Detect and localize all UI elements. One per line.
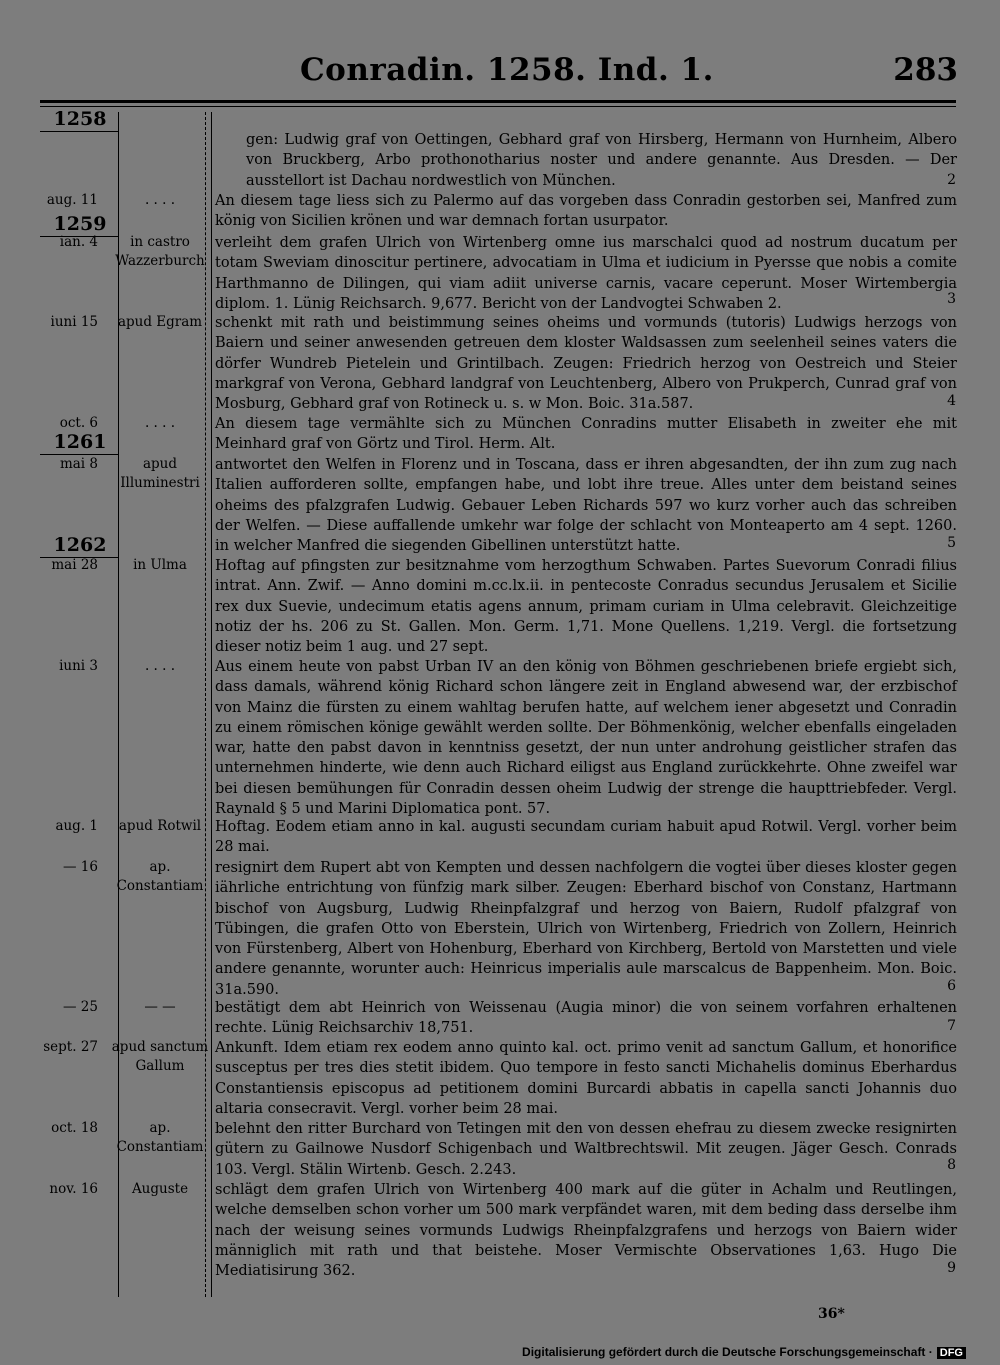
entry-number: 2	[947, 172, 956, 188]
entry-number: 4	[947, 393, 956, 409]
funding-footer	[522, 1345, 966, 1359]
entry-place: . . . .	[144, 415, 176, 431]
entry-number: 6	[947, 978, 956, 994]
page-title: Conradin. 1258. Ind. 1.	[300, 52, 714, 88]
entry-text: schlägt dem grafen Ulrich von Wirtenberg 400 mark auf die güter in Achalm und Reutlingen, welche demselben schon vorher um 500 mark verpfändet waren, mit dem beding dass derselbe ihm nach der weisung seines vormunds Ludwigs Rheinpfalzgrafens und herzogs von Baiern wider männiglich mit rath und that beistehe. Moser Vermischte Observationes 1,63. Hugo Die Mediatisirung 362.	[215, 1182, 957, 1280]
entry-place: in Ulma	[133, 557, 187, 573]
entry-number: 7	[947, 1018, 956, 1034]
entry-place: Auguste	[131, 1181, 189, 1197]
entry-text: Hoftag. Eodem etiam anno in kal. augusti secundam curiam habuit apud Rotwil. Vergl. vorher beim 28 mai.	[215, 819, 957, 856]
entry-number: 5	[947, 535, 956, 551]
entry-date: nov. 16	[49, 1181, 98, 1197]
header-rule	[40, 100, 956, 103]
entry-text: An diesem tage vermählte sich zu München Conradins mutter Elisabeth in zweiter ehe mit Meinhard graf von Görtz und Tirol. Herm. Alt.	[215, 416, 957, 453]
entry-date: aug. 11	[46, 192, 98, 208]
entry-date: iuni 15	[50, 314, 98, 330]
entry-place: ap. Constantiam	[116, 859, 204, 894]
entry-text: Ankunft. Idem etiam rex eodem anno quinto kal. oct. primo venit ad sanctum Gallum, et honorifice susceptus per tres dies stetit ibidem. Quo tempore in festo sancti Michahelis dominus Eberhardus Constantiensis episcopus ad petitionem domini Burcardi abbatis in capella sancti Johannis duo altaria consecravit. Vergl. vorher beim 28 mai.	[215, 1040, 957, 1117]
entry-date: — 25	[63, 999, 98, 1015]
entry-date: ian. 4	[59, 234, 98, 250]
entry-text: schenkt mit rath und beistimmung seines oheims und vormunds (tutoris) Ludwigs herzogs von Baiern und seiner anwesenden getreuen dem kloster Waldsassen zum seelenheil seines vaters die dörfer Wundreb Pietelein und Grintilbach. Zeugen: Friedrich herzog von Oestreich und Steier markgraf von Verona, Gebhard landgraf von Leuchtenberg, Albero von Prukperch, Cunrad graf von Mosburg, Gebhard graf von Rotineck u. s. w Mon. Boic. 31a.587.	[215, 315, 957, 413]
entry-text: belehnt den ritter Burchard von Tetingen mit den von dessen ehefrau zu diesem zwecke resignirten gütern zu Gailnowe Nusdorf Schigenbach und Waltbrechtswil. Mit zeugen. Jäger Gesch. Conrads 103. Vergl. Stälin Wirtenb. Gesch. 2.243.	[215, 1121, 957, 1178]
entry-place: in castro Wazzerburch	[115, 234, 205, 269]
entry-place: — —	[144, 999, 176, 1015]
entry-place: apud Egram	[117, 314, 203, 330]
entry-place: . . . .	[144, 192, 176, 208]
year-marker: 1258	[53, 108, 107, 130]
entry-date: iuni 3	[59, 658, 98, 674]
entry-place: apud Illuminestri	[120, 456, 200, 491]
entry-date: mai 28	[51, 557, 98, 573]
entry-text: Aus einem heute von pabst Urban IV an den könig von Böhmen geschriebenen briefe ergiebt sich, dass damals, während könig Richard schon längere zeit in England abwesend war, der erzbischof von Mainz die fürsten zu einem wahltag berufen hatte, auf welchem iener abgesetzt und Conradin zu einem römischen könige gewählt werden sollte. Der Böhmenkönig, welcher ebenfalls eingeladen war, hatte den pabst davon in kenntniss gesetzt, der nun unter androhung geistlicher strafen das unternehmen hinderte, wie denn auch Richard eiligst aus England zurückkehrte. Ohne zweifel war bei diesen bemühungen für Conradin dessen oheim Ludwig der strenge die haupttriebfeder. Vergl. Raynald § 5 und Marini Diplomatica pont. 57.	[215, 659, 957, 818]
year-underline	[40, 131, 118, 132]
entry-place: apud sanctum Gallum	[111, 1039, 209, 1074]
entry-place: . . . .	[144, 658, 176, 674]
entry-place: ap. Constantiam	[116, 1120, 204, 1155]
entry-date: mai 8	[59, 456, 98, 472]
entry-text: bestätigt dem abt Heinrich von Weissenau (Augia minor) die von seinem vorfahren erhaltenen rechte. Lünig Reichsarchiv 18,751.	[215, 1000, 957, 1037]
entry-number: 3	[947, 291, 956, 307]
entry-text: resignirt dem Rupert abt von Kempten und dessen nachfolgern die vogtei über dieses kloster gegen iährliche entrichtung von fünfzig mark silber. Zeugen: Eberhard bischof von Constanz, Hartmann bischof von Augsburg, Ludwig Rheinpfalzgraf und herzog von Baiern, Rudolf pfalzgraf von Tübingen, die grafen Otto von Eberstein, Ulrich von Wirtenberg, Friedrich von Zollern, Heinrich von Fürstenberg, Albert von Hohenburg, Eberhard von Kirchberg, Bertold von Marstetten und viele andere genannte, worunter auch: Heinricus imperialis aule marscalcus de Bappenheim. Mon. Boic. 31a.590.	[215, 860, 957, 998]
year-marker: 1259	[53, 213, 107, 235]
entry-date: aug. 1	[55, 818, 98, 834]
entry-text: verleiht dem grafen Ulrich von Wirtenberg omne ius marschalci quod ad nostrum ducatum per totam Sweviam dinoscitur pertinere, advocatiam in Ulma et iudicium in Pyersse que nobis a comite Harthmanno de Dilingen, qui viam adiit universe carnis, vacare ceperunt. Moser Wirtembergia diplom. 1. Lünig Reichsarch. 9,677. Bericht von der Landvogtei Schwaben 2.	[215, 235, 957, 312]
footer-text: Digitalisierung gefördert durch die Deutsche Forschungsgemeinschaft ·	[522, 1345, 933, 1359]
entry-date: sept. 27	[43, 1039, 98, 1055]
column-divider-place	[211, 112, 212, 1297]
entry-text: antwortet den Welfen in Florenz und in Toscana, dass er ihren abgesandten, der ihn zum zug nach Italien aufforderen sollte, empfangen habe, und lobt ihre treue. Alles unter dem beistand seines oheims des pfalzgrafen Ludwig. Gebauer Leben Richards 597 wo kurz vorher auch das schreiben der Welfen. — Diese auffallende umkehr war folge der schlacht von Monteaperto am 4 sept. 1260. in welcher Manfred die siegenden Gibellinen unterstützt hatte.	[215, 457, 957, 555]
year-marker: 1262	[53, 534, 107, 556]
entry-place: apud Rotwil	[118, 818, 202, 834]
signature-mark: 36*	[818, 1306, 845, 1322]
entry-date: oct. 6	[59, 415, 98, 431]
entry-text: Hoftag auf pfingsten zur besitznahme vom herzogthum Schwaben. Partes Suevorum Conradi filius intrat. Ann. Zwif. — Anno domini m.cc.lx.ii. in pentecoste Conradus secundus Jerusalem et Sicilie rex dux Suevie, undecimum etatis agens annum, primam curiam in Ulma celebravit. Gleichzeitige notiz der hs. 206 zu St. Gallen. Mon. Germ. 1,71. Mone Quellens. 1,219. Vergl. die fortsetzung dieser notiz beim 1 aug. und 27 sept.	[215, 558, 957, 656]
year-marker: 1261	[53, 431, 107, 453]
entry-number: 8	[947, 1157, 956, 1173]
header-rule-thin	[40, 106, 956, 107]
page-number: 283	[893, 52, 958, 88]
entry-date: oct. 18	[51, 1120, 98, 1136]
entry-text: gen: Ludwig graf von Oettingen, Gebhard graf von Hirsberg, Hermann von Hurnheim, Albero von Bruckberg, Arbo prothonotharius noster und andere genannte. Aus Dresden. — Der ausstellort ist Dachau nordwestlich von München.	[246, 132, 957, 189]
entry-date: — 16	[63, 859, 98, 875]
entry-number: 9	[947, 1260, 956, 1276]
entry-text: An diesem tage liess sich zu Palermo auf das vorgeben dass Conradin gestorben sei, Manfred zum könig von Sicilien krönen und war demnach fortan usurpator.	[215, 193, 957, 230]
dfg-logo: DFG	[937, 1347, 966, 1359]
